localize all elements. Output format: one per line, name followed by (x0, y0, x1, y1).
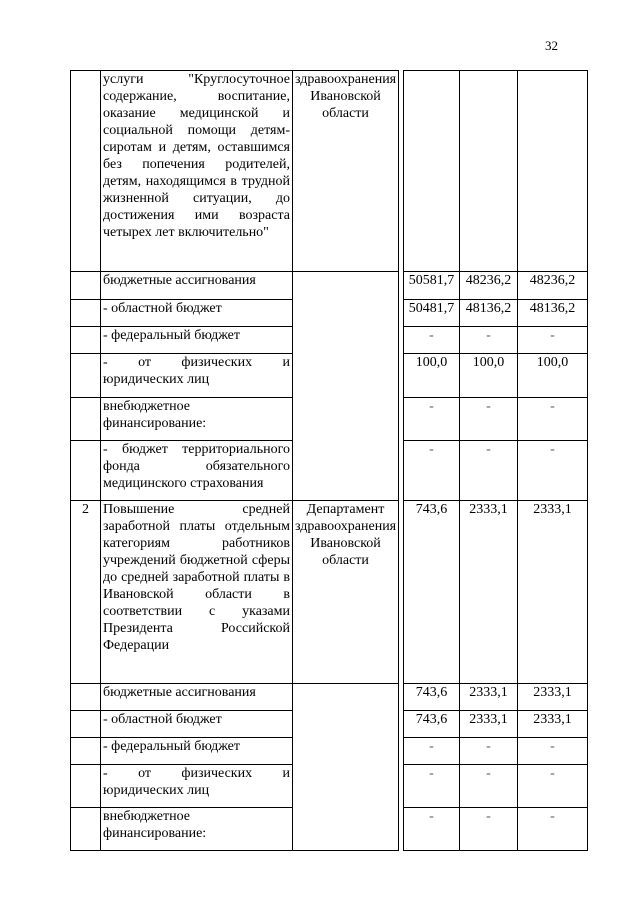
value-cell-year2: 100,0 (460, 354, 518, 398)
row-number-cell (71, 71, 101, 272)
value-cell-year2: - (460, 765, 518, 808)
executor-cell: здравоохранения Ивановской области (293, 71, 399, 272)
page-number: 32 (545, 38, 558, 53)
value-cell-year1: - (404, 441, 460, 501)
value-cell-year2: - (460, 441, 518, 501)
measure-name-cell: внебюджетное финансирование: (101, 808, 293, 851)
value-cell-year1: 50481,7 (404, 300, 460, 327)
value-cell-year3: - (518, 765, 588, 808)
value-cell-year2: 48136,2 (460, 300, 518, 327)
measure-name-cell: - от физических и юридических лиц (101, 765, 293, 808)
measure-name-cell: - бюджет территориального фонда обязательного медицинского страхования (101, 441, 293, 501)
value-cell-year2: 48236,2 (460, 272, 518, 300)
value-cell-year3: - (518, 441, 588, 501)
table-row (71, 272, 588, 300)
value-cell-year3 (518, 71, 588, 272)
executor-cell: Департамент здравоохранения Ивановской области (293, 501, 399, 684)
value-cell-year3: - (518, 327, 588, 354)
row-number-cell: 2 (71, 501, 101, 684)
measure-name-cell: бюджетные ассигнования (101, 684, 293, 711)
executor-cell-empty (293, 272, 399, 501)
value-cell-year1: 743,6 (404, 501, 460, 684)
value-cell-year3: 48236,2 (518, 272, 588, 300)
executor-cell-empty (293, 684, 399, 851)
value-cell-year3: - (518, 398, 588, 441)
value-cell-year3: 2333,1 (518, 501, 588, 684)
measure-name-cell: бюджетные ассигнования (101, 272, 293, 300)
value-cell-year2: - (460, 327, 518, 354)
value-cell-year3: 100,0 (518, 354, 588, 398)
value-cell-year1: - (404, 765, 460, 808)
value-cell-year3: 48136,2 (518, 300, 588, 327)
value-cell-year1: 743,6 (404, 684, 460, 711)
value-cell-year1: 50581,7 (404, 272, 460, 300)
measure-name-cell: - от физических и юридических лиц (101, 354, 293, 398)
table-row (71, 501, 588, 684)
measure-name-cell: - областной бюджет (101, 711, 293, 738)
table-row (71, 71, 588, 272)
value-cell-year3: - (518, 738, 588, 765)
value-cell-year1: 100,0 (404, 354, 460, 398)
value-cell-year2: 2333,1 (460, 501, 518, 684)
value-cell-year3: 2333,1 (518, 684, 588, 711)
measure-name-cell: Повышение средней заработной платы отдельным категориям работников учреждений бюджетной сферы до средней заработной платы в Ивановской области в соответствии с указами Президента Российской Федерации (101, 501, 293, 684)
value-cell-year1 (404, 71, 460, 272)
value-cell-year2: - (460, 398, 518, 441)
measure-name-cell: - федеральный бюджет (101, 738, 293, 765)
value-cell-year1: - (404, 398, 460, 441)
value-cell-year1: - (404, 808, 460, 851)
value-cell-year1: 743,6 (404, 711, 460, 738)
budget-table (70, 70, 588, 851)
value-cell-year2: - (460, 738, 518, 765)
value-cell-year2 (460, 71, 518, 272)
value-cell-year3: 2333,1 (518, 711, 588, 738)
measure-name-cell: - федеральный бюджет (101, 327, 293, 354)
value-cell-year3: - (518, 808, 588, 851)
value-cell-year2: 2333,1 (460, 684, 518, 711)
value-cell-year1: - (404, 738, 460, 765)
table-row (71, 684, 588, 711)
measure-name-cell: внебюджетное финансирование: (101, 398, 293, 441)
measure-name-cell: услуги "Круглосуточное содержание, воспитание, оказание медицинской и социальной помощи детям-сиротам и детям, оставшимся без попечения родителей, детям, находящимся в трудной жизненной ситуации, до достижения ими возраста четырех лет включительно" (101, 71, 293, 272)
value-cell-year1: - (404, 327, 460, 354)
measure-name-cell: - областной бюджет (101, 300, 293, 327)
value-cell-year2: 2333,1 (460, 711, 518, 738)
value-cell-year2: - (460, 808, 518, 851)
